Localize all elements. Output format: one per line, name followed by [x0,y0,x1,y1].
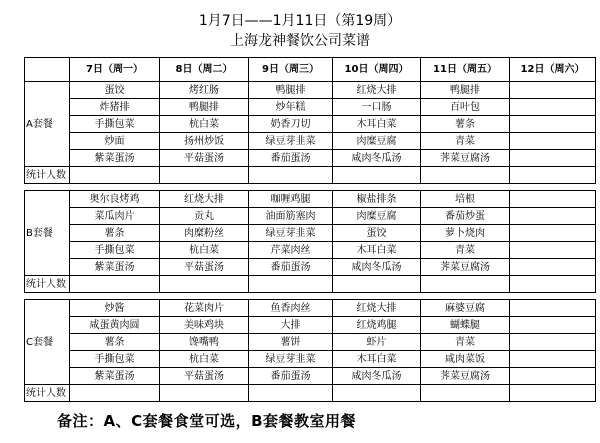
dish-cell: 咸肉菜饭 [421,351,510,368]
dish-cell: 蝴蝶腿 [421,317,510,334]
dish-cell: 杭白菜 [160,242,249,259]
dish-cell: 美味鸡块 [160,317,249,334]
day-header-cell: 8日（周二） [160,58,249,82]
dish-cell: 荠菜豆腐汤 [421,259,510,276]
dish-cell: 番茄蛋汤 [249,150,333,167]
stat-cell [70,167,160,184]
dish-cell: 百叶包 [421,99,510,116]
stat-cell [249,385,333,402]
stat-cell [333,167,421,184]
dish-cell: 花菜肉片 [160,300,249,317]
dish-cell: 番茄蛋汤 [249,259,333,276]
stat-row [25,276,596,293]
dish-cell: 紫菜蛋汤 [70,368,160,385]
dish-cell: 平菇蛋汤 [160,150,249,167]
dish-cell: 芹菜肉丝 [249,242,333,259]
dish-cell: 紫菜蛋汤 [70,259,160,276]
menu-row [25,99,596,116]
dish-cell [510,82,596,99]
header-row [25,58,596,82]
dish-cell: 烤红肠 [160,82,249,99]
dish-cell: 咸蛋黄肉圆 [70,317,160,334]
dish-cell: 手撕包菜 [70,116,160,133]
day-header-cell: 11日（周五） [421,58,510,82]
dish-cell: 番茄炒蛋 [421,208,510,225]
stat-cell [421,167,510,184]
stat-cell [421,385,510,402]
dish-cell: 油面筋塞肉 [249,208,333,225]
day-header-cell: 9日（周三） [249,58,333,82]
dish-cell: 薯条 [421,116,510,133]
dish-cell: 红烧大排 [333,300,421,317]
dish-cell: 一口肠 [333,99,421,116]
dish-cell [510,133,596,150]
dish-cell [510,300,596,317]
dish-cell [510,334,596,351]
dish-cell: 炒面 [70,133,160,150]
gap-cell [25,184,596,191]
stat-label: 统计人数 [25,276,70,293]
weekly-menu-table [24,57,596,402]
dish-cell: 培根 [421,191,510,208]
menu-row [25,191,596,208]
dish-cell: 蛋饺 [333,225,421,242]
dish-cell: 肉糜粉丝 [160,225,249,242]
dish-cell: 手撕包菜 [70,242,160,259]
dish-cell [510,317,596,334]
dish-cell: 咸肉冬瓜汤 [333,259,421,276]
menu-row [25,368,596,385]
dish-cell: 青菜 [421,334,510,351]
dish-cell: 炒酱 [70,300,160,317]
dish-cell: 肉糜豆腐 [333,133,421,150]
dish-cell: 扬州炒饭 [160,133,249,150]
dish-cell: 薯条 [70,225,160,242]
dish-cell: 菜瓜肉片 [70,208,160,225]
dish-cell [510,242,596,259]
menu-row [25,208,596,225]
dish-cell: 麻婆豆腐 [421,300,510,317]
stat-cell [160,167,249,184]
dish-cell: 平菇蛋汤 [160,368,249,385]
gap-cell [25,293,596,300]
dish-cell: 炒年糕 [249,99,333,116]
menu-row [25,351,596,368]
dish-cell: 薯条 [70,334,160,351]
dish-cell: 炸猪排 [70,99,160,116]
set-label: B套餐 [25,191,70,276]
dish-cell: 荠菜豆腐汤 [421,150,510,167]
stat-cell [160,385,249,402]
stat-cell [160,276,249,293]
dish-cell: 青菜 [421,133,510,150]
day-header-cell: 7日（周一） [70,58,160,82]
menu-row [25,116,596,133]
dish-cell: 鸭腿排 [160,99,249,116]
dish-cell: 大排 [249,317,333,334]
dish-cell: 手撕包菜 [70,351,160,368]
dish-cell: 绿豆芽韭菜 [249,133,333,150]
dish-cell: 贡丸 [160,208,249,225]
dish-cell: 番茄蛋汤 [249,368,333,385]
dish-cell: 紫菜蛋汤 [70,150,160,167]
stat-row [25,385,596,402]
dish-cell: 红烧大排 [160,191,249,208]
stat-cell [249,276,333,293]
stat-cell [70,385,160,402]
dish-cell: 馋嘴鸭 [160,334,249,351]
dish-cell: 木耳白菜 [333,242,421,259]
stat-cell [70,276,160,293]
dish-cell: 绿豆芽韭菜 [249,225,333,242]
stat-cell [510,385,596,402]
dish-cell [510,368,596,385]
dish-cell: 杭白菜 [160,116,249,133]
dish-cell: 木耳白菜 [333,351,421,368]
menu-company-title: 上海龙神餐饮公司菜谱 [230,33,370,49]
dish-cell [510,351,596,368]
dish-cell [510,208,596,225]
dish-cell: 红烧大排 [333,82,421,99]
menu-row [25,150,596,167]
dish-cell: 咖喱鸡腿 [249,191,333,208]
dish-cell [510,259,596,276]
dish-cell [510,99,596,116]
dish-cell: 咸肉冬瓜汤 [333,150,421,167]
dish-cell: 杭白菜 [160,351,249,368]
dish-cell: 咸肉冬瓜汤 [333,368,421,385]
stat-cell [249,167,333,184]
dish-cell [510,191,596,208]
dish-cell: 肉糜豆腐 [333,208,421,225]
footer-note: 备注：A、C套餐食堂可选，B套餐教室用餐 [57,412,357,430]
menu-row [25,242,596,259]
dish-cell: 薯饼 [249,334,333,351]
menu-date-range-title: 1月7日——1月11日（第19周） [198,13,402,29]
set-label: A套餐 [25,82,70,167]
dish-cell: 奥尔良烤鸡 [70,191,160,208]
menu-row [25,317,596,334]
stat-cell [510,167,596,184]
dish-cell: 木耳白菜 [333,116,421,133]
dish-cell: 虾片 [333,334,421,351]
menu-row [25,133,596,150]
stat-label: 统计人数 [25,167,70,184]
stat-cell [333,276,421,293]
dish-cell: 绿豆芽韭菜 [249,351,333,368]
menu-row [25,225,596,242]
dish-cell: 荠菜豆腐汤 [421,368,510,385]
dish-cell: 蛋饺 [70,82,160,99]
header-corner-cell [25,58,70,82]
menu-row [25,300,596,317]
menu-row [25,334,596,351]
dish-cell: 青菜 [421,242,510,259]
stat-cell [421,276,510,293]
menu-row [25,259,596,276]
dish-cell: 鱼香肉丝 [249,300,333,317]
dish-cell: 奶香刀切 [249,116,333,133]
dish-cell: 萝卜烧肉 [421,225,510,242]
dish-cell: 鸭腿排 [249,82,333,99]
section-gap [25,293,596,300]
stat-row [25,167,596,184]
menu-row [25,82,596,99]
stat-cell [510,276,596,293]
dish-cell [510,150,596,167]
set-label: C套餐 [25,300,70,385]
dish-cell [510,116,596,133]
dish-cell [510,225,596,242]
dish-cell: 椒盐排条 [333,191,421,208]
section-gap [25,184,596,191]
stat-label: 统计人数 [25,385,70,402]
day-header-cell: 10日（周四） [333,58,421,82]
dish-cell: 平菇蛋汤 [160,259,249,276]
stat-cell [333,385,421,402]
dish-cell: 鸭腿排 [421,82,510,99]
day-header-cell: 12日（周六） [510,58,596,82]
dish-cell: 红烧鸡腿 [333,317,421,334]
